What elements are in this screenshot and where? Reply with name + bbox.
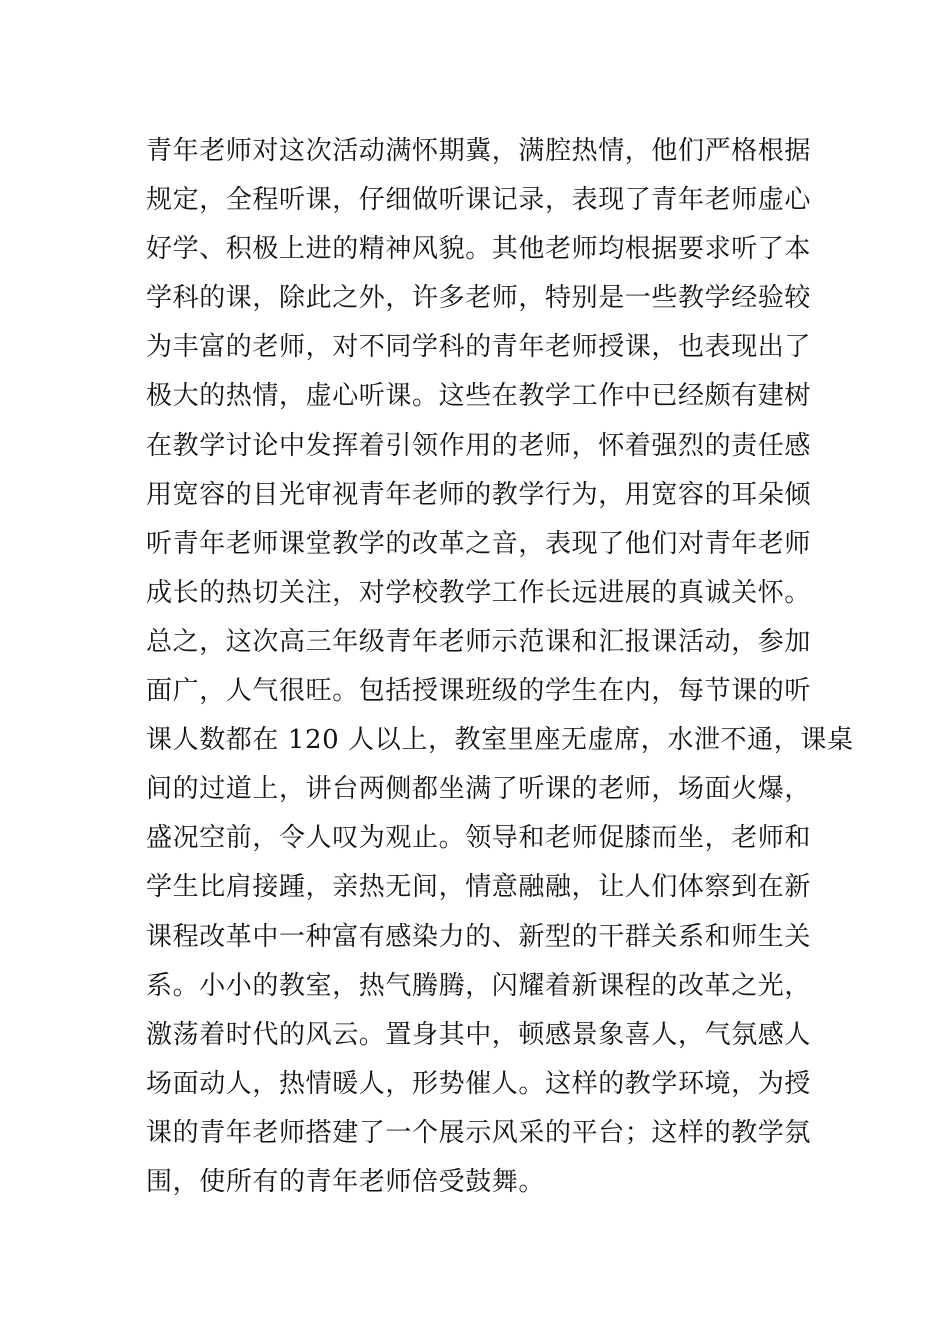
text-line: 围，使所有的青年老师倍受鼓舞。 (146, 1166, 546, 1197)
text-line: 听青年老师课堂教学的改革之音，表现了他们对青年老师 (146, 528, 812, 559)
text-line: 课人数都在 120 人以上，教室里座无虚席，水泄不通，课桌 (146, 725, 854, 756)
body-text (146, 127, 854, 1207)
text-line: 课程改革中一种富有感染力的、新型的干群关系和师生关 (146, 921, 812, 952)
text-line: 为丰富的老师，对不同学科的青年老师授课，也表现出了 (146, 332, 812, 363)
text-line: 间的过道上，讲台两侧都坐满了听课的老师，场面火爆， (146, 774, 812, 805)
text-line: 总之，这次高三年级青年老师示范课和汇报课活动，参加 (146, 626, 812, 657)
text-line: 学科的课，除此之外，许多老师，特别是一些教学经验较 (146, 283, 812, 314)
text-line: 成长的热切关注，对学校教学工作长远进展的真诚关怀。 (146, 577, 812, 608)
text-line: 在教学讨论中发挥着引领作用的老师，怀着强烈的责任感 (146, 430, 812, 461)
text-line: 面广，人气很旺。包括授课班级的学生在内，每节课的听 (146, 676, 812, 707)
text-line: 激荡着时代的风云。置身其中，顿感景象喜人，气氛感人 (146, 1019, 812, 1050)
text-line: 课的青年老师搭建了一个展示风采的平台；这样的教学氛 (146, 1117, 812, 1148)
text-line: 场面动人，热情暖人，形势催人。这样的教学环境，为授 (146, 1068, 812, 1099)
text-line: 好学、积极上进的精神风貌。其他老师均根据要求听了本 (146, 234, 812, 265)
text-line: 盛况空前，令人叹为观止。领导和老师促膝而坐，老师和 (146, 823, 812, 854)
text-line: 规定，全程听课，仔细做听课记录，表现了青年老师虚心 (146, 185, 812, 216)
text-line: 学生比肩接踵，亲热无间，情意融融，让人们体察到在新 (146, 872, 812, 903)
text-line: 青年老师对这次活动满怀期冀，满腔热情，他们严格根据 (146, 136, 812, 166)
text-line: 用宽容的目光审视青年老师的教学行为，用宽容的耳朵倾 (146, 479, 812, 510)
text-line: 极大的热情，虚心听课。这些在教学工作中已经颇有建树 (146, 381, 812, 412)
text-line: 系。小小的教室，热气腾腾，闪耀着新课程的改革之光， (146, 970, 812, 1001)
